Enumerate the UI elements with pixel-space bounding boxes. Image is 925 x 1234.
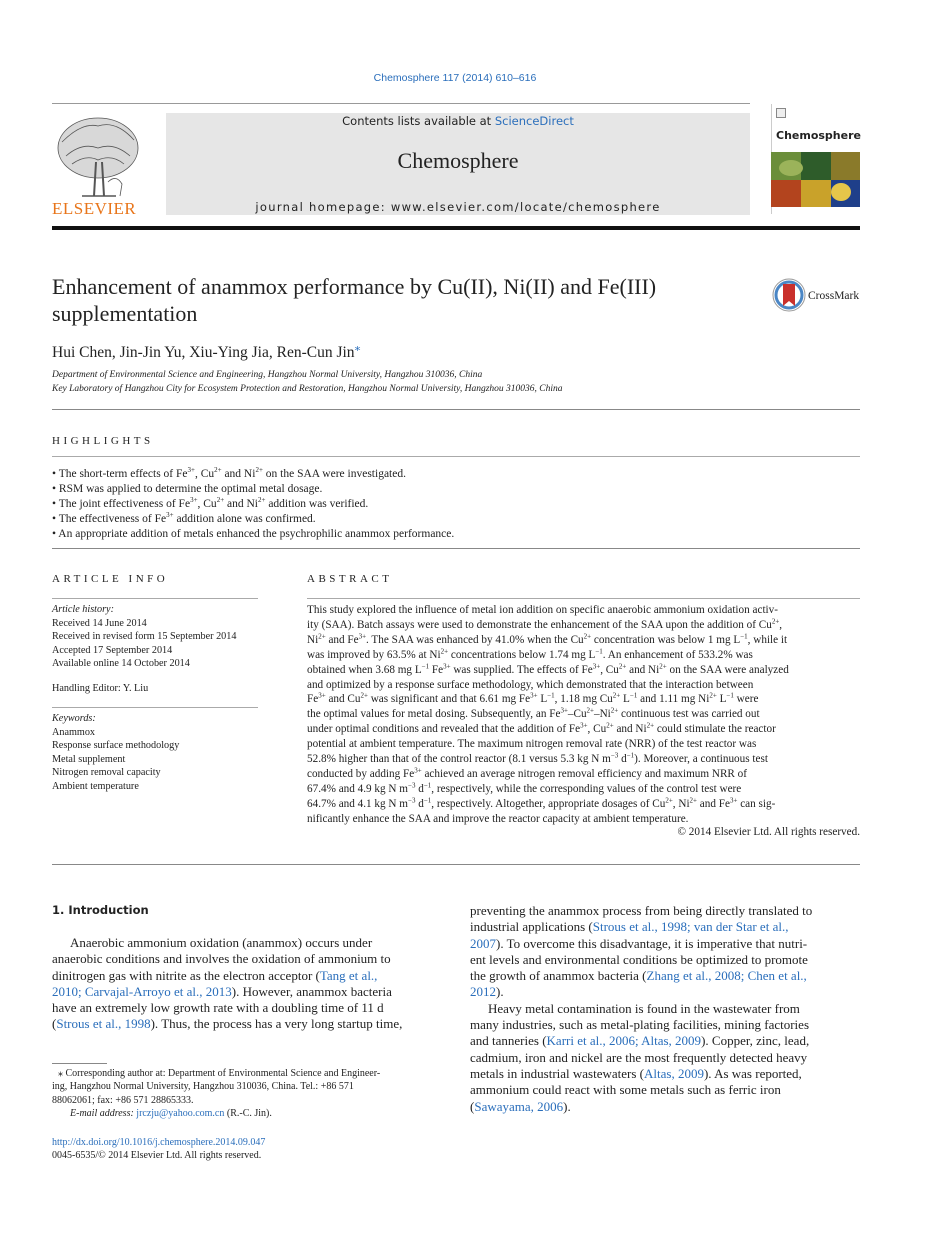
body-line: 2007). To overcome this disadvantage, it is imperative that nutri- bbox=[470, 935, 808, 951]
body-line: (Strous et al., 1998). Thus, the process has a very long startup time, bbox=[52, 1016, 403, 1032]
body-line: preventing the anammox process from being directly translated to bbox=[470, 903, 813, 918]
online-date: Available online 14 October 2014 bbox=[52, 658, 190, 669]
section-heading: 1. Introduction bbox=[52, 903, 149, 917]
contents-prefix: Contents lists available at bbox=[342, 114, 495, 128]
body-line: dinitrogen gas with nitrite as the electron acceptor (Tang et al., bbox=[52, 967, 378, 983]
highlights-heading: HIGHLIGHTS bbox=[52, 435, 154, 447]
keyword: Response surface methodology bbox=[52, 740, 180, 751]
authors-names: Hui Chen, Jin-Jin Yu, Xiu-Ying Jia, Ren-Cun Jin bbox=[52, 344, 355, 362]
email-label: E-mail address: bbox=[70, 1107, 137, 1119]
body-line: ent levels and environmental conditions be optimized to promote bbox=[470, 951, 808, 967]
citation-link[interactable]: Strous et al., 1998 bbox=[56, 1016, 151, 1032]
citation-link[interactable]: Tang et al., bbox=[319, 967, 378, 983]
header-thick-rule bbox=[52, 226, 860, 230]
keywords-label: Keywords: bbox=[52, 713, 96, 724]
abstract-line: under optimal conditions and revealed that the addition of $Fe^{3+}$, $Cu^{2+}$ and $Ni^{2+}$ could stimulate the reactor bbox=[307, 721, 776, 736]
footnote-rule bbox=[52, 1063, 107, 1064]
citation-link[interactable]: Zhang et al., 2008; Chen et al., bbox=[646, 968, 807, 984]
doi-link[interactable]: http://dx.doi.org/10.1016/j.chemosphere.2014.09.047 bbox=[52, 1137, 266, 1148]
handling-editor: Handling Editor: Y. Liu bbox=[52, 683, 149, 694]
body-line: industrial applications (Strous et al., 1998; van der Star et al., bbox=[470, 919, 789, 935]
abstract-line: $Ni^{2+}$ and $Fe^{3+}$. The SAA was enhanced by 41.0% when the $Cu^{2+}$ concentration was below 1 mg $L^{-1}$, while it bbox=[307, 632, 788, 646]
citation-link[interactable]: Sawayama, 2006 bbox=[474, 1098, 564, 1114]
body-line: anaerobic conditions and involves the oxidation of ammonium to bbox=[52, 951, 391, 967]
highlight-1: The short-term effects of $Fe^{3+}$, $Cu^{2+}$ and $Ni^{2+}$ on the SAA were investigated. bbox=[58, 466, 406, 480]
highlight-3: The joint effectiveness of $Fe^{3+}$, $Cu^{2+}$ and $Ni^{2+}$ addition was verified. bbox=[58, 496, 369, 510]
cover-title: Chemosphere bbox=[776, 129, 861, 142]
body-line: ammonium could react with some metals such as ferric iron bbox=[470, 1082, 781, 1098]
crossmark-icon[interactable] bbox=[772, 278, 806, 312]
affiliation-1: Department of Environmental Science and Engineering, Hangzhou Normal University, Hangzhou 310036, China bbox=[52, 370, 483, 380]
highlight-item: • The short-term effects of $Fe^{3+}$, $Cu^{2+}$ and $Ni^{2+}$ on the SAA were investigated. bbox=[52, 466, 406, 480]
highlight-item: • RSM was applied to determine the optimal metal dosage. bbox=[52, 483, 323, 495]
journal-homepage[interactable]: journal homepage: www.elsevier.com/locate/chemosphere bbox=[255, 200, 661, 214]
article-title: Enhancement of anammox performance by Cu(II), Ni(II) and Fe(III) supplementation bbox=[52, 274, 657, 326]
body-line: cadmium, iron and nickel are the most frequently detected heavy bbox=[470, 1049, 808, 1065]
right-column bbox=[470, 903, 860, 1115]
article-info-heading: ARTICLE INFO bbox=[52, 573, 169, 585]
abstract-line: 52.8% higher than that of the control reactor (8.1 versus 5.3 kg N $m^{-3}$ $d^{-1}$). Moreover, a continuous test bbox=[307, 751, 768, 766]
body-line: and tanneries (Karri et al., 2006; Altas, 2009). Copper, zinc, lead, bbox=[470, 1033, 810, 1049]
corresponding-author-mark[interactable]: ⁎ bbox=[354, 340, 361, 354]
keyword: Anammox bbox=[52, 726, 96, 738]
highlights-rule bbox=[52, 456, 860, 457]
article-history bbox=[52, 603, 262, 671]
highlight-item: • An appropriate addition of metals enhanced the psychrophilic anammox performance. bbox=[52, 528, 455, 540]
highlight-5: An appropriate addition of metals enhanced the psychrophilic anammox performance. bbox=[58, 528, 455, 540]
abstract-line: 64.7% and 4.1 kg N $m^{-3}$ $d^{-1}$, respectively. Altogether, appropriate dosages of $Cu^{2+}$, $Ni^{2+}$ and $Fe^{3+}$ can sig- bbox=[307, 796, 776, 810]
abstract-line: was improved by 63.5% at $Ni^{2+}$ concentrations below 1.74 mg $L^{-1}$. An enhancement of 533.2% was bbox=[307, 646, 753, 661]
citation-link[interactable]: Karri et al., 2006; Altas, 2009 bbox=[546, 1033, 702, 1049]
highlight-item: • The effectiveness of $Fe^{3+}$ addition alone was confirmed. bbox=[52, 511, 316, 525]
received-date: Received 14 June 2014 bbox=[52, 617, 147, 629]
crossmark-label[interactable]: CrossMark bbox=[808, 290, 860, 302]
header-top-rule bbox=[52, 103, 750, 104]
keyword: Metal supplement bbox=[52, 753, 126, 765]
citation-link[interactable]: 2007 bbox=[470, 935, 496, 951]
highlight-item: • The joint effectiveness of $Fe^{3+}$, $Cu^{2+}$ and $Ni^{2+}$ addition was verified. bbox=[52, 496, 369, 510]
abstract-line: conducted by adding $Fe^{3+}$ achieved an average nitrogen removal efficiency and maximum NRR of bbox=[307, 766, 748, 780]
highlight-4: The effectiveness of $Fe^{3+}$ addition alone was confirmed. bbox=[58, 511, 316, 525]
cover-badge-icon bbox=[776, 108, 786, 118]
footnote-line: 88062061; fax: +86 571 28865333. bbox=[52, 1094, 194, 1106]
keywords-rule bbox=[52, 707, 258, 708]
email-line bbox=[52, 1107, 441, 1120]
citation-link[interactable]: 2012 bbox=[470, 984, 496, 1000]
abstract-rule bbox=[307, 598, 860, 599]
abstract-line: obtained when 3.68 mg $L^{-1}$ $Fe^{3+}$ was supplied. The effects of $Fe^{3+}$, $Cu^{2+}$ and $Ni^{2+}$ on the SAA were analyzed bbox=[307, 661, 789, 676]
title-divider bbox=[52, 409, 860, 410]
body-line: Heavy metal contamination is found in the wastewater from bbox=[488, 1000, 800, 1016]
citation-link[interactable]: 2010; Carvajal-Arroyo et al., 2013 bbox=[52, 983, 232, 999]
keyword: Ambient temperature bbox=[52, 780, 139, 792]
abstract-line: $Fe^{3+}$ and $Cu^{2+}$ was significant and that 6.61 mg $Fe^{3+}$ $L^{-1}$, 1.18 mg $Cu^{2+}$ $L^{-1}$ and 1.11 mg $Ni^{2+}$ $L^{-1}$ were bbox=[307, 691, 759, 706]
body-line: metals in industrial wastewaters (Altas, 2009). As was reported, bbox=[470, 1065, 802, 1081]
citation-link[interactable]: Strous et al., 1998; van der Star et al., bbox=[592, 919, 789, 935]
highlights-bottom-rule bbox=[52, 548, 860, 549]
email-link[interactable]: jrczju@yahoo.com.cn bbox=[136, 1107, 225, 1119]
journal-reference[interactable]: Chemosphere 117 (2014) 610–616 bbox=[373, 72, 537, 84]
body-line: (Sawayama, 2006). bbox=[470, 1098, 571, 1114]
keyword: Nitrogen removal capacity bbox=[52, 767, 161, 778]
footnote-line: ⁎ Corresponding author at: Department of Environmental Science and Engineer- bbox=[58, 1068, 381, 1079]
body-line: many industries, such as metal-plating facilities, mining factories bbox=[470, 1017, 809, 1033]
abstract-bottom-rule bbox=[52, 864, 860, 865]
journal-name: Chemosphere bbox=[397, 148, 519, 173]
sciencedirect-link[interactable]: ScienceDirect bbox=[494, 114, 574, 128]
body-line: have an extremely low growth rate with a doubling time of 11 d bbox=[52, 1000, 384, 1016]
author-list bbox=[52, 340, 361, 362]
abstract-line: potential at ambient temperature. The maximum nitrogen removal rate (NRR) of the test reactor was bbox=[307, 738, 757, 751]
affiliation-2: Key Laboratory of Hangzhou City for Ecosystem Protection and Restoration, Hangzhou Normal University, Hangzhou 310036, China bbox=[52, 384, 563, 394]
abstract-line: This study explored the influence of metal ion addition on specific anaerobic ammonium oxidation activ- bbox=[307, 604, 778, 616]
body-line: 2012). bbox=[470, 984, 504, 1000]
cover-image-icon bbox=[771, 152, 860, 207]
abstract-heading: ABSTRACT bbox=[307, 573, 393, 585]
abstract-line: and optimized by a response surface methodology, which demonstrated that the interaction between bbox=[307, 678, 754, 691]
abstract-line: ity (SAA). Batch assays were used to demonstrate the enhancement of the SAA upon the addition of $Cu^{2+}$, bbox=[307, 617, 783, 631]
email-suffix: (R.-C. Jin). bbox=[224, 1107, 272, 1119]
footnote bbox=[52, 1067, 441, 1120]
highlight-2: RSM was applied to determine the optimal metal dosage. bbox=[58, 483, 323, 495]
body-line: Anaerobic ammonium oxidation (anammox) occurs under bbox=[70, 935, 373, 950]
keywords-block bbox=[52, 712, 262, 793]
article-info-rule bbox=[52, 598, 258, 599]
abstract-copyright: © 2014 Elsevier Ltd. All rights reserved. bbox=[677, 826, 860, 838]
history-label: Article history: bbox=[52, 604, 114, 615]
abstract-line: nificantly enhance the SAA and improve the reactor capacity at ambient temperature. bbox=[307, 812, 689, 825]
publisher-name: ELSEVIER bbox=[52, 199, 137, 218]
revised-date: Received in revised form 15 September 2014 bbox=[52, 631, 237, 642]
citation-link[interactable]: Altas, 2009 bbox=[644, 1065, 704, 1081]
accepted-date: Accepted 17 September 2014 bbox=[52, 644, 173, 656]
body-line: 2010; Carvajal-Arroyo et al., 2013). However, anammox bacteria bbox=[52, 983, 392, 999]
abstract-text bbox=[307, 603, 860, 827]
abstract-line: 67.4% and 4.9 kg N $m^{-3}$ $d^{-1}$, respectively, while the corresponding values of the control test were bbox=[307, 781, 742, 795]
abstract-line: the optimal values for metal dosing. Subsequently, an $Fe^{3+}-Cu^{2+}-Ni^{2+}$ continuous test was carried out bbox=[307, 706, 760, 721]
issn-line: 0045-6535/© 2014 Elsevier Ltd. All rights reserved. bbox=[52, 1150, 262, 1161]
contents-line bbox=[166, 114, 750, 128]
left-column bbox=[52, 935, 441, 1033]
footnote-line: ing, Hangzhou Normal University, Hangzhou 310036, China. Tel.: +86 571 bbox=[52, 1081, 354, 1093]
body-line: the growth of anammox bacteria (Zhang et al., 2008; Chen et al., bbox=[470, 968, 807, 984]
